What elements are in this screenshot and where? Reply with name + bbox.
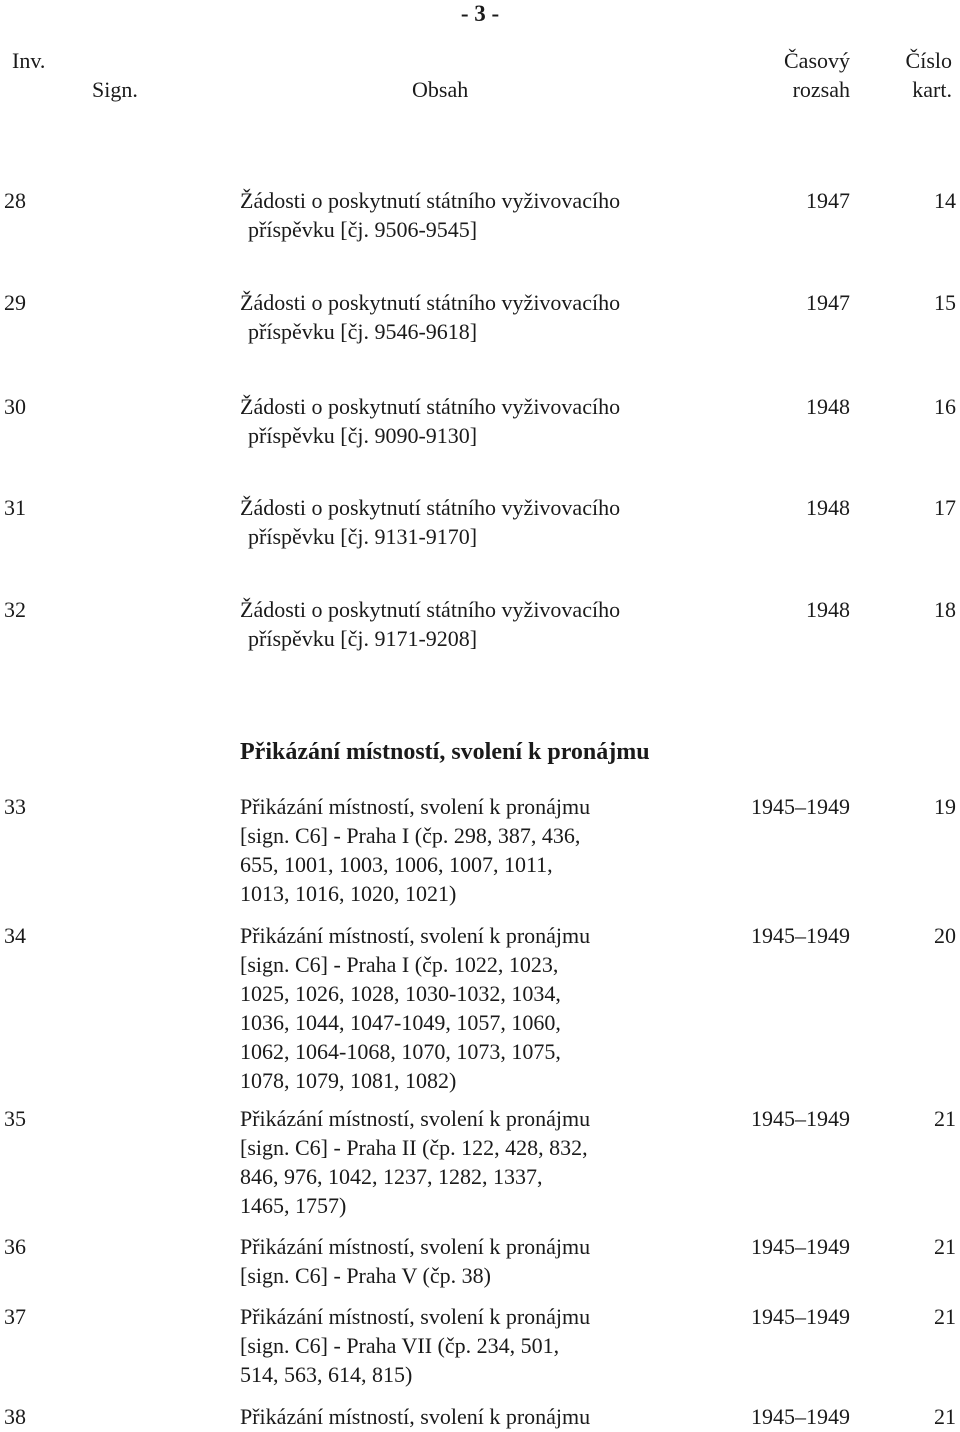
inventory-number: 30 (4, 394, 26, 419)
entry-text-line: Žádosti o poskytnutí státního vyživovacího (240, 495, 621, 520)
box-number: 14 (934, 188, 956, 213)
entry-text (240, 1104, 710, 1220)
entry-text-line: Přikázání místností, svolení k pronájmu (240, 1234, 591, 1259)
column-header-sign: Sign. (92, 77, 138, 102)
inventory-number: 31 (4, 495, 26, 520)
entry-text-line: příspěvku [čj. 9546-9618] (248, 319, 478, 344)
time-range: 1948 (806, 495, 850, 520)
column-header-time-range-line2: rozsah (792, 77, 850, 102)
box-number: 17 (934, 495, 956, 520)
time-range: 1948 (806, 597, 850, 622)
box-number: 18 (934, 597, 956, 622)
time-range: 1947 (806, 290, 850, 315)
time-range: 1945–1949 (751, 1106, 850, 1131)
time-range: 1945–1949 (751, 1234, 850, 1259)
entry-text-line: Žádosti o poskytnutí státního vyživovacího (240, 394, 621, 419)
box-number: 21 (934, 1106, 956, 1131)
section-heading: Přikázání místností, svolení k pronájmu (240, 739, 650, 765)
entry-text (240, 595, 710, 653)
time-range: 1945–1949 (751, 1304, 850, 1329)
entry-text-line: [sign. C6] - Praha I (čp. 1022, 1023, (240, 952, 559, 977)
entry-text (240, 792, 710, 908)
time-range: 1945–1949 (751, 1404, 850, 1429)
time-range: 1945–1949 (751, 923, 850, 948)
entry-text-line: Přikázání místností, svolení k pronájmu (240, 1404, 591, 1429)
entry-text-line: Přikázání místností, svolení k pronájmu (240, 1106, 591, 1131)
entry-text-line: Přikázání místností, svolení k pronájmu (240, 923, 591, 948)
column-header-inv: Inv. (12, 48, 46, 73)
inventory-number: 32 (4, 597, 26, 622)
time-range: 1945–1949 (751, 794, 850, 819)
entry-text (240, 1232, 710, 1290)
entry-text-line: příspěvku [čj. 9506-9545] (248, 217, 478, 242)
box-number: 16 (934, 394, 956, 419)
column-header-box-number-line1: Číslo (905, 48, 952, 73)
page-number: - 3 - (460, 1, 500, 26)
entry-text-line: příspěvku [čj. 9090-9130] (248, 423, 478, 448)
entry-text-line: 514, 563, 614, 815) (240, 1362, 413, 1387)
entry-text (240, 392, 710, 450)
entry-text-line: 1465, 1757) (240, 1193, 347, 1218)
box-number: 21 (934, 1304, 956, 1329)
entry-text-line: Přikázání místností, svolení k pronájmu (240, 794, 591, 819)
entry-text-line: 1078, 1079, 1081, 1082) (240, 1068, 457, 1093)
time-range: 1948 (806, 394, 850, 419)
entry-text-line: 1062, 1064-1068, 1070, 1073, 1075, (240, 1039, 561, 1064)
entry-text-line: [sign. C6] - Praha II (čp. 122, 428, 832, (240, 1135, 588, 1160)
entry-text-line: 655, 1001, 1003, 1006, 1007, 1011, (240, 852, 553, 877)
column-header-content: Obsah (412, 77, 469, 102)
entry-text-line: 846, 976, 1042, 1237, 1282, 1337, (240, 1164, 543, 1189)
entry-text (240, 1402, 710, 1431)
box-number: 21 (934, 1234, 956, 1259)
inventory-number: 28 (4, 188, 26, 213)
entry-text-line: Žádosti o poskytnutí státního vyživovacího (240, 290, 621, 315)
entry-text-line: Žádosti o poskytnutí státního vyživovacího (240, 188, 621, 213)
column-header-box-number-line2: kart. (912, 77, 952, 102)
entry-text-line: 1013, 1016, 1020, 1021) (240, 881, 457, 906)
entry-text-line: Přikázání místností, svolení k pronájmu (240, 1304, 591, 1329)
column-header-time-range-line1: Časový (784, 48, 850, 73)
inventory-number: 36 (4, 1234, 26, 1259)
time-range: 1947 (806, 188, 850, 213)
entry-text-line: 1036, 1044, 1047-1049, 1057, 1060, (240, 1010, 561, 1035)
inventory-number: 38 (4, 1404, 26, 1429)
entry-text-line: [sign. C6] - Praha V (čp. 38) (240, 1263, 491, 1288)
inventory-number: 37 (4, 1304, 26, 1329)
box-number: 19 (934, 794, 956, 819)
inventory-number: 29 (4, 290, 26, 315)
box-number: 21 (934, 1404, 956, 1429)
box-number: 15 (934, 290, 956, 315)
entry-text-line: příspěvku [čj. 9171-9208] (248, 626, 478, 651)
entry-text-line: příspěvku [čj. 9131-9170] (248, 524, 478, 549)
entry-text-line: [sign. C6] - Praha VII (čp. 234, 501, (240, 1333, 560, 1358)
inventory-number: 35 (4, 1106, 26, 1131)
entry-text (240, 1302, 710, 1389)
box-number: 20 (934, 923, 956, 948)
inventory-number: 34 (4, 923, 26, 948)
entry-text (240, 921, 710, 1095)
inventory-number: 33 (4, 794, 26, 819)
entry-text (240, 186, 710, 244)
entry-text-line: 1025, 1026, 1028, 1030-1032, 1034, (240, 981, 561, 1006)
entry-text (240, 493, 710, 551)
entry-text (240, 288, 710, 346)
entry-text-line: Žádosti o poskytnutí státního vyživovacího (240, 597, 621, 622)
entry-text-line: [sign. C6] - Praha I (čp. 298, 387, 436, (240, 823, 581, 848)
